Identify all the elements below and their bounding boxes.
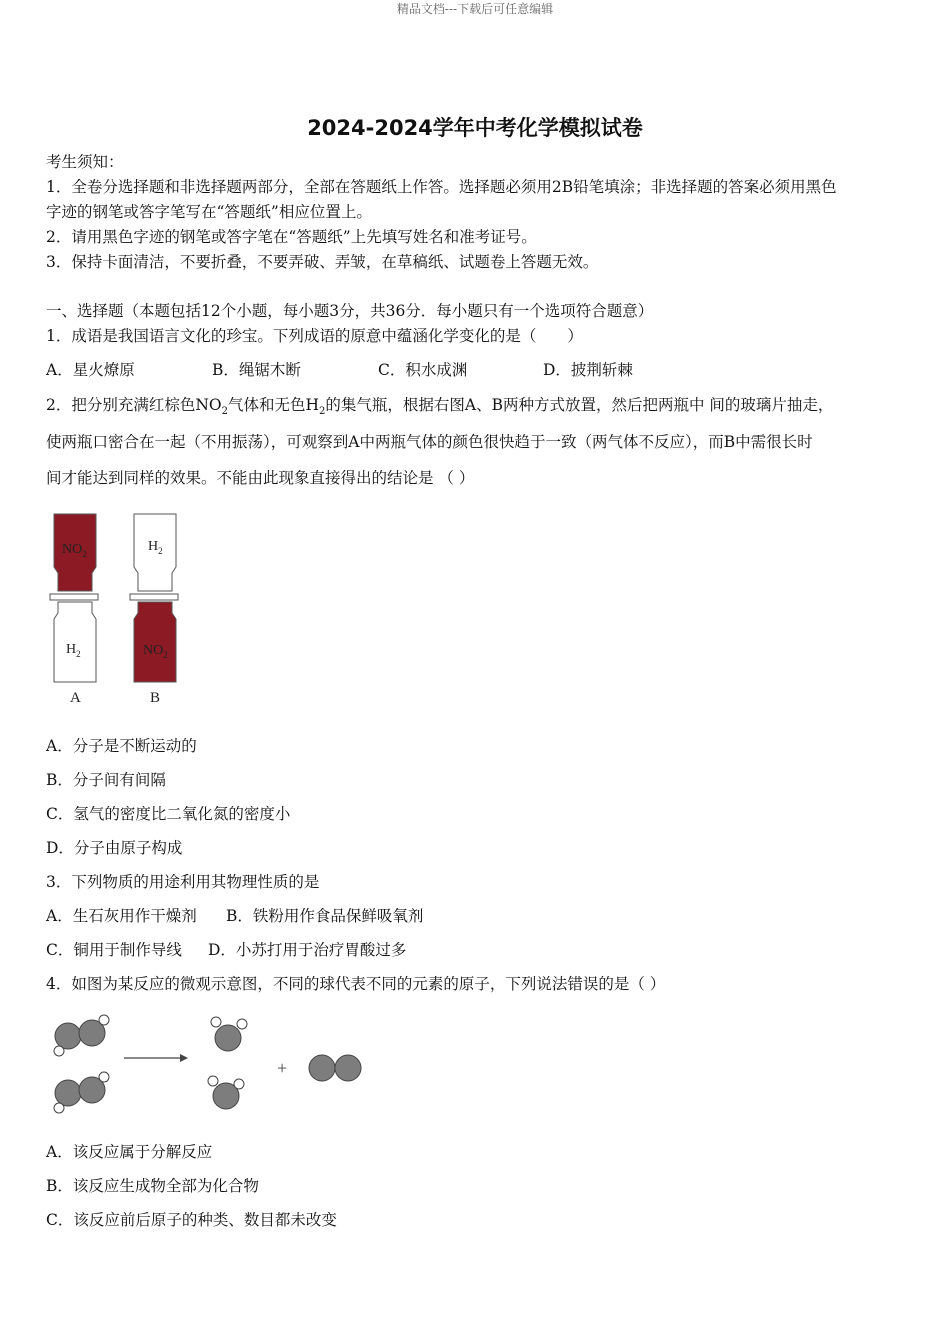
bottle-a-top <box>54 514 96 591</box>
bottle-b-top <box>134 514 176 591</box>
arrow-icon <box>124 1054 188 1062</box>
q3-option-a: A．生石灰用作干燥剂 <box>46 907 197 925</box>
q4-option-a: A．该反应属于分解反应 <box>46 1143 213 1161</box>
q2-subscript: 2 <box>319 406 326 418</box>
glass-plate <box>130 594 178 600</box>
section-heading: 一、选择题（本题包括12个小题，每小题3分，共36分．每小题只有一个选项符合题意） <box>46 302 654 320</box>
reaction-diagram <box>46 1008 376 1118</box>
product-molecule <box>208 1076 244 1109</box>
label-no2: $NO_2$ <box>143 643 168 660</box>
q2-option-d: D．分子由原子构成 <box>46 839 183 857</box>
q4-option-c: C．该反应前后原子的种类、数目都未改变 <box>46 1211 337 1229</box>
q2-stem-line1 <box>46 394 833 423</box>
bottle-a-bottom <box>54 602 96 682</box>
notice-item: 2．请用黑色字迹的钢笔或答字笔在“答题纸”上先填写姓名和准考证号。 <box>46 228 537 246</box>
q1-stem: 1．成语是我国语言文化的珍宝。下列成语的原意中蕴涵化学变化的是（ ） <box>46 327 583 345</box>
q1-option-d: D．披荆斩棘 <box>543 361 633 379</box>
notice-item: 1．全卷分选择题和非选择题两部分，全部在答题纸上作答。选择题必须用2B铅笔填涂；非选择题的答案必须用黑色 <box>46 178 837 196</box>
reactant-molecule <box>54 1015 109 1056</box>
q2-text: 气体和无色H <box>228 396 320 414</box>
q2-option-a: A．分子是不断运动的 <box>46 737 197 755</box>
label-h2: $H_2$ <box>66 642 81 659</box>
notice-item: 字迹的钢笔或答字笔写在“答题纸”相应位置上。 <box>46 203 372 221</box>
q4-stem: 4．如图为某反应的微观示意图，不同的球代表不同的元素的原子，下列说法错误的是（ ） <box>46 975 666 993</box>
notice-item: 3．保持卡面清洁，不要折叠，不要弄破、弄皱，在草稿纸、试题卷上答题无效。 <box>46 253 599 271</box>
q3-option-b: B．铁粉用作食品保鲜吸氧剂 <box>226 907 424 925</box>
q2-option-b: B．分子间有间隔 <box>46 771 166 789</box>
q1-option-b: B．绳锯木断 <box>212 361 301 379</box>
q3-stem: 3．下列物质的用途利用其物理性质的是 <box>46 873 320 891</box>
q3-option-c: C．铜用于制作导线 <box>46 941 182 959</box>
q2-text: 2．把分别充满红棕色NO <box>46 396 222 414</box>
label-h2: $H_2$ <box>148 539 163 556</box>
q3-option-d: D．小苏打用于治疗胃酸过多 <box>208 941 407 959</box>
label-a: A <box>70 690 81 706</box>
q2-text: 的集气瓶，根据右图A、B两种方式放置，然后把两瓶中 间的玻璃片抽走， <box>325 396 834 414</box>
glass-plate <box>50 594 98 600</box>
q1-option-c: C．积水成渊 <box>378 361 468 379</box>
product-molecule <box>309 1055 361 1081</box>
page-title: 2024-2024学年中考化学模拟试卷 <box>307 116 643 140</box>
q2-subscript: 2 <box>221 406 229 418</box>
q1-option-a: A．星火燎原 <box>46 361 135 379</box>
bottle-b-bottom <box>134 602 176 682</box>
label-no2: $NO_2$ <box>62 542 87 559</box>
label-b: B <box>150 690 161 706</box>
gas-bottles-figure <box>40 505 200 710</box>
product-molecule <box>211 1017 247 1051</box>
q4-option-b: B．该反应生成物全部为化合物 <box>46 1177 259 1195</box>
q2-option-c: C．氢气的密度比二氧化氮的密度小 <box>46 805 291 823</box>
q2-stem-line2: 使两瓶口密合在一起（不用振荡），可观察到A中两瓶气体的颜色很快趋于一致（两气体不反应），而B中需很长时 <box>46 433 813 451</box>
notice-heading: 考生须知： <box>46 153 124 171</box>
header-note: 精品文档---下载后可任意编辑 <box>396 2 554 16</box>
reactant-molecule <box>54 1072 109 1113</box>
q2-stem-line3: 间才能达到同样的效果。不能由此现象直接得出的结论是 （ ） <box>46 469 475 487</box>
plus-sign: + <box>277 1058 288 1078</box>
